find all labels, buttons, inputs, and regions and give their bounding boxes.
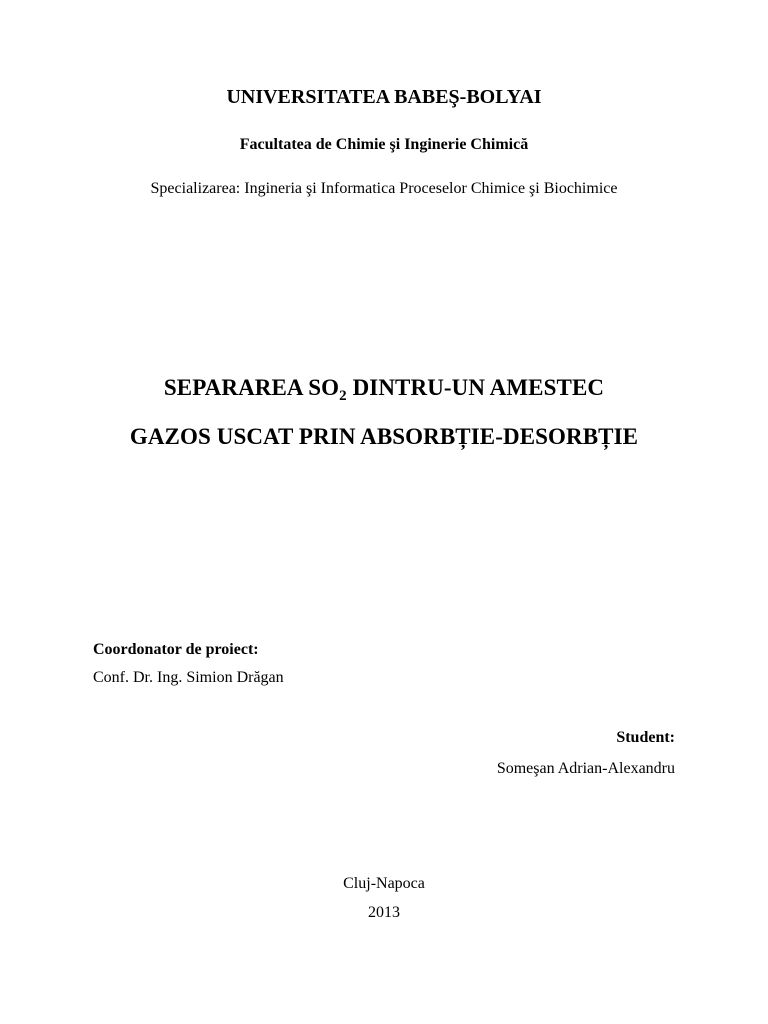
document-title-line-2: GAZOS USCAT PRIN ABSORBȚIE-DESORBȚIE: [129, 424, 639, 449]
title-line-1-before: SEPARAREA SO: [163, 375, 340, 400]
city: Cluj-Napoca: [343, 875, 425, 892]
faculty-name: Facultatea de Chimie şi Inginerie Chimică: [239, 136, 529, 153]
year: 2013: [368, 904, 400, 921]
title-line-1-after: DINTRU-UN AMESTEC: [346, 375, 605, 400]
coordinator-label: Coordonator de proiect:: [93, 641, 259, 658]
student-label: Student:: [616, 729, 675, 746]
student-name: Someşan Adrian-Alexandru: [496, 760, 675, 777]
title-subscript: 2: [339, 388, 347, 404]
specialization: Specializarea: Ingineria şi Informatica Proceselor Chimice şi Biochimice: [150, 180, 618, 197]
coordinator-name: Conf. Dr. Ing. Simion Drăgan: [93, 669, 284, 686]
university-name: UNIVERSITATEA BABEŞ-BOLYAI: [226, 86, 542, 108]
document-title-line-1: [0, 375, 768, 404]
